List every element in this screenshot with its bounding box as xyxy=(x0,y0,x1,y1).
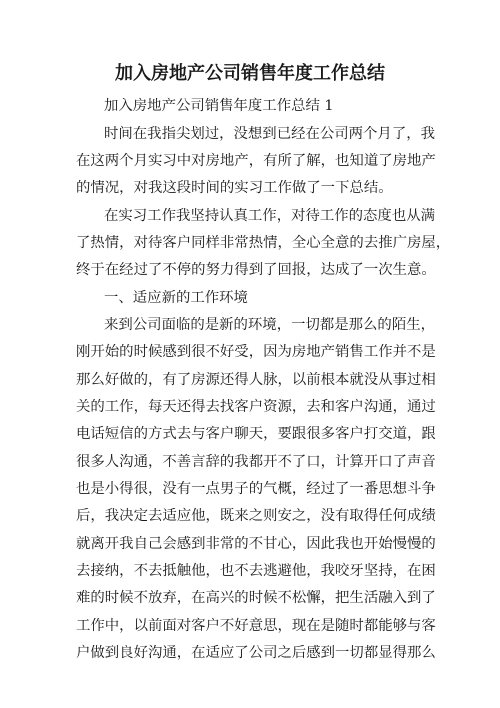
subtitle-line: 加入房地产公司销售年度工作总结 1 xyxy=(104,98,334,114)
paragraph-line: 去接纳，不去抵触他，也不去逃避他，我咬牙坚持，在困 xyxy=(76,563,436,579)
paragraph-line: 电话短信的方式去与客户聊天，要跟很多客户打交道，跟 xyxy=(76,426,436,442)
paragraph-line: 在这两个月实习中对房地产，有所了解，也知道了房地产 xyxy=(76,153,436,169)
paragraph-line: 那么好做的，有了房源还得人脉，以前根本就没从事过相 xyxy=(76,372,436,388)
paragraph-line: 终于在经过了不停的努力得到了回报，达成了一次生意。 xyxy=(76,262,436,278)
paragraph-line: 时间在我指尖划过，没想到已经在公司两个月了，我 xyxy=(104,126,435,142)
paragraph-line: 户做到良好沟通，在适应了公司之后感到一切都显得那么 xyxy=(76,645,436,661)
document-title: 加入房地产公司销售年度工作总结 xyxy=(115,63,385,84)
paragraph-line: 就离开我自己会感到非常的不甘心，因此我也开始慢慢的 xyxy=(76,536,436,552)
paragraph-line: 也是小得很，没有一点男子的气概，经过了一番思想斗争 xyxy=(76,481,436,497)
paragraph-line: 很多人沟通，不善言辞的我都开不了口，计算开口了声音 xyxy=(76,454,436,470)
paragraph-line: 关的工作，每天还得去找客户资源，去和客户沟通，通过 xyxy=(76,399,436,415)
paragraph-line: 难的时候不放弃，在高兴的时候不松懈，把生活融入到了 xyxy=(76,590,436,606)
paragraph-line: 后，我决定去适应他，既来之则安之，没有取得任何成绩 xyxy=(76,508,436,524)
paragraph-line: 工作中，以前面对客户不好意思，现在是随时都能够与客 xyxy=(76,618,436,634)
paragraph-line: 刚开始的时候感到很不好受，因为房地产销售工作并不是 xyxy=(76,344,436,360)
paragraph-line: 来到公司面临的是新的环境，一切都是那么的陌生， xyxy=(104,317,435,333)
paragraph-line: 了热情，对待客户同样非常热情，全心全意的去推广房屋， xyxy=(76,235,451,251)
paragraph-line: 在实习工作我坚持认真工作，对待工作的态度也从满 xyxy=(104,208,435,224)
section-heading: 一、适应新的工作环境 xyxy=(104,290,248,306)
paragraph-line: 的情况，对我这段时间的实习工作做了一下总结。 xyxy=(76,180,393,196)
